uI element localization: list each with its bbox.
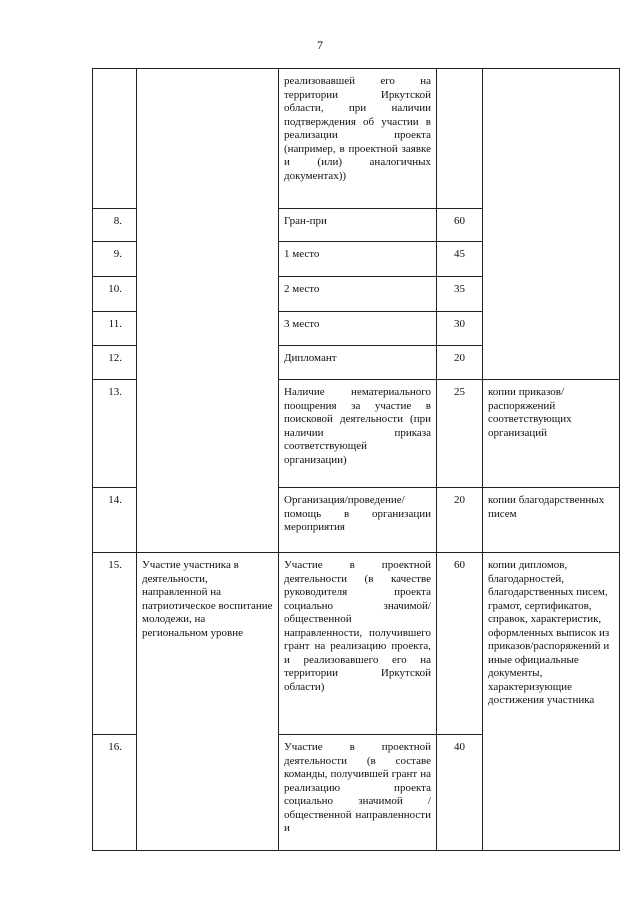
condition-cell: 1 место <box>279 242 437 277</box>
condition-cell: Наличие нематериального поощрения за участие в поисковой деятельности (при наличии приказа соответствующей организации) <box>279 380 437 488</box>
score-cell: 60 <box>437 553 483 735</box>
score-cell: 45 <box>437 242 483 277</box>
row-number <box>93 69 137 209</box>
score-cell: 30 <box>437 312 483 346</box>
documents-cell: копии благодарственных писем <box>483 488 620 553</box>
row-number: 13. <box>93 380 137 488</box>
row-number: 15. <box>93 553 137 735</box>
condition-cell: реализовавшей его на территории Иркутской области, при наличии подтверждения об участии в реализации проекта (например, в проектной заявке и (или) аналогичных документах)) <box>279 69 437 209</box>
score-cell: 25 <box>437 380 483 488</box>
documents-cell: копии дипломов, благодарностей, благодарственных писем, грамот, сертификатов, справок, характеристик, оформленных выписок из приказов/распоряжений и иные официальные документы, характеризующие достижения участника <box>483 553 620 851</box>
table-row <box>93 553 620 735</box>
condition-cell: Организация/проведение/ помощь в организации мероприятия <box>279 488 437 553</box>
row-number: 10. <box>93 277 137 312</box>
row-number: 11. <box>93 312 137 346</box>
score-cell <box>437 69 483 209</box>
documents-cell: копии приказов/распоряжений соответствующих организаций <box>483 380 620 488</box>
documents-cell-empty <box>483 69 620 380</box>
condition-cell: 2 место <box>279 277 437 312</box>
criterion-cell-empty <box>137 69 279 553</box>
condition-cell: 3 место <box>279 312 437 346</box>
row-number: 8. <box>93 209 137 242</box>
row-number: 12. <box>93 346 137 380</box>
score-cell: 40 <box>437 735 483 851</box>
score-cell: 20 <box>437 488 483 553</box>
row-number: 16. <box>93 735 137 851</box>
condition-cell: Гран-при <box>279 209 437 242</box>
condition-cell: Участие в проектной деятельности (в качестве руководителя проекта социально значимой/ общественной направленности, получившего грант на реализацию проекта, и реализовавшего его на территории Иркутской области) <box>279 553 437 735</box>
page-number: 7 <box>317 38 323 52</box>
row-number: 9. <box>93 242 137 277</box>
criterion-cell: Участие участника в деятельности, направленной на патриотическое воспитание молодежи, на региональном уровне <box>137 553 279 851</box>
score-cell: 35 <box>437 277 483 312</box>
row-number: 14. <box>93 488 137 553</box>
score-cell: 20 <box>437 346 483 380</box>
table-row <box>93 69 620 209</box>
condition-cell: Дипломант <box>279 346 437 380</box>
condition-cell: Участие в проектной деятельности (в составе команды, получившей грант на реализацию проекта социально значимой / общественной направленности и <box>279 735 437 851</box>
criteria-table <box>92 68 620 851</box>
score-cell: 60 <box>437 209 483 242</box>
